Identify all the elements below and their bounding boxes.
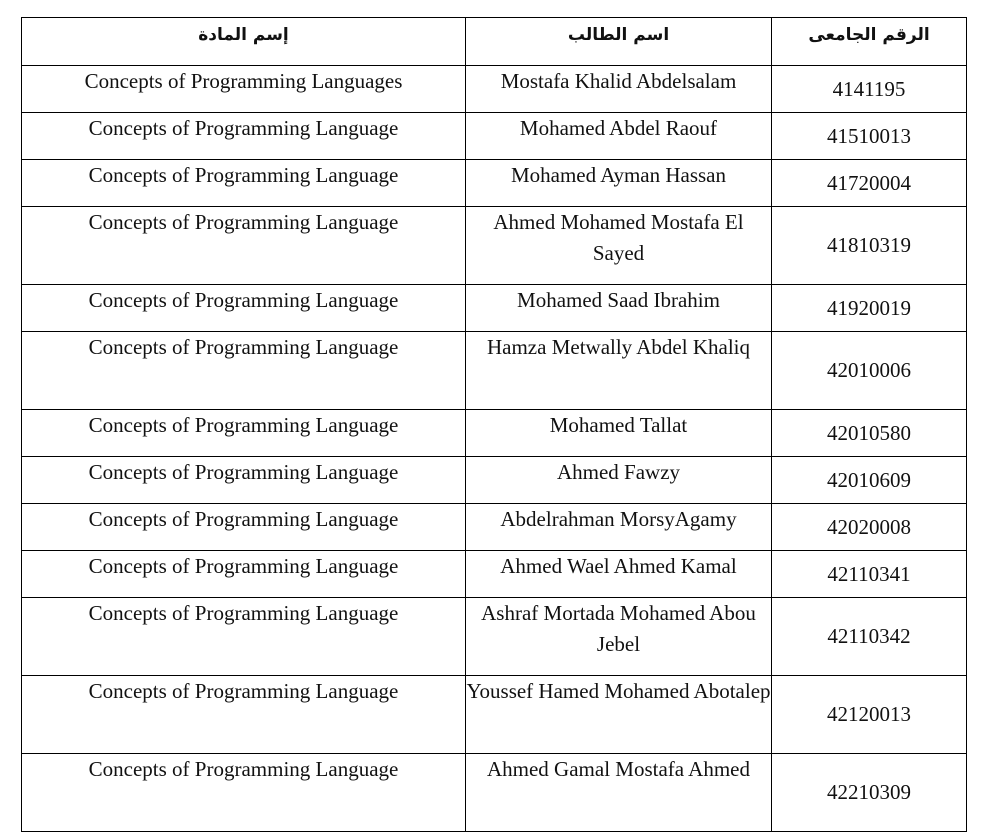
student-name-cell: Ahmed Wael Ahmed Kamal [466,551,772,598]
table-row [22,113,967,160]
subject-cell: Concepts of Programming Language [22,504,466,551]
table-row [22,598,967,676]
table-row [22,754,967,832]
student-roster-table [21,17,967,832]
student-id-cell: 42010006 [772,332,967,410]
student-name-cell: Ashraf Mortada Mohamed Abou Jebel [466,598,772,676]
student-id-cell: 41510013 [772,113,967,160]
table-row [22,207,967,285]
table-header-row [22,18,967,66]
table-row [22,410,967,457]
table-row [22,66,967,113]
subject-cell: Concepts of Programming Languages [22,66,466,113]
header-student-id: الرقم الجامعى [772,18,967,66]
table-row [22,551,967,598]
subject-cell: Concepts of Programming Language [22,113,466,160]
subject-cell: Concepts of Programming Language [22,754,466,832]
student-name-cell: Abdelrahman MorsyAgamy [466,504,772,551]
subject-cell: Concepts of Programming Language [22,457,466,504]
student-name-cell: Youssef Hamed Mohamed Abotalep [466,676,772,754]
student-name-cell: Mohamed Ayman Hassan [466,160,772,207]
student-id-cell: 42010609 [772,457,967,504]
student-name-cell: Mohamed Abdel Raouf [466,113,772,160]
student-name-cell: Ahmed Mohamed Mostafa El Sayed [466,207,772,285]
student-id-cell: 42120013 [772,676,967,754]
student-name-cell: Mohamed Saad Ibrahim [466,285,772,332]
table-row [22,285,967,332]
student-id-cell: 42010580 [772,410,967,457]
student-name-cell: Ahmed Fawzy [466,457,772,504]
subject-cell: Concepts of Programming Language [22,551,466,598]
student-id-cell: 41920019 [772,285,967,332]
table-row [22,676,967,754]
subject-cell: Concepts of Programming Language [22,410,466,457]
subject-cell: Concepts of Programming Language [22,285,466,332]
subject-cell: Concepts of Programming Language [22,160,466,207]
table-row [22,160,967,207]
student-id-cell: 41810319 [772,207,967,285]
header-subject-name: إسم المادة [22,18,466,66]
student-id-cell: 42110341 [772,551,967,598]
student-id-cell: 42210309 [772,754,967,832]
header-student-name: اسم الطالب [466,18,772,66]
subject-cell: Concepts of Programming Language [22,207,466,285]
student-id-cell: 4141195 [772,66,967,113]
student-id-cell: 42020008 [772,504,967,551]
table-row [22,457,967,504]
student-name-cell: Mohamed Tallat [466,410,772,457]
student-name-cell: Ahmed Gamal Mostafa Ahmed [466,754,772,832]
student-id-cell: 42110342 [772,598,967,676]
student-name-cell: Hamza Metwally Abdel Khaliq [466,332,772,410]
table-row [22,332,967,410]
subject-cell: Concepts of Programming Language [22,598,466,676]
table-row [22,504,967,551]
subject-cell: Concepts of Programming Language [22,676,466,754]
student-name-cell: Mostafa Khalid Abdelsalam [466,66,772,113]
subject-cell: Concepts of Programming Language [22,332,466,410]
student-id-cell: 41720004 [772,160,967,207]
